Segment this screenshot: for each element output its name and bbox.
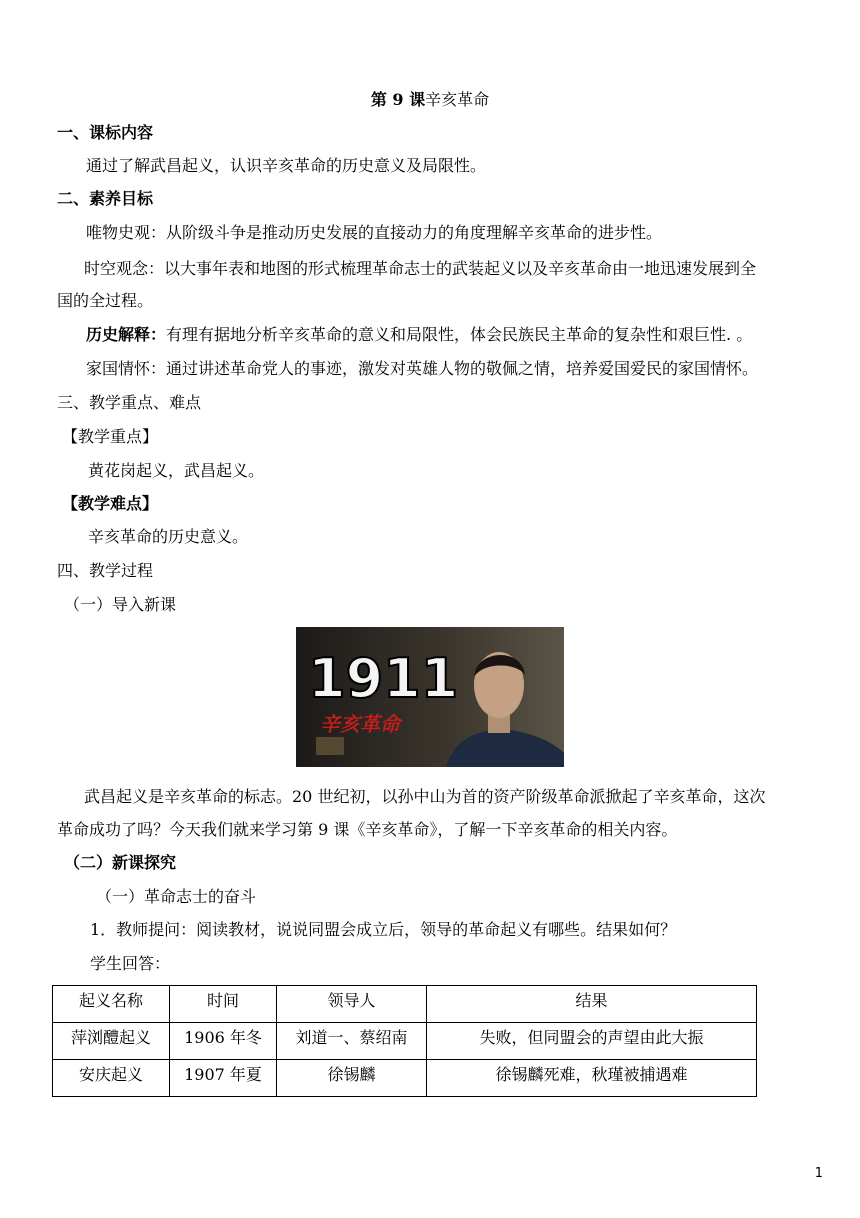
table-cell: 徐锡麟 bbox=[277, 1060, 427, 1097]
section-heading-4: 四、教学过程 bbox=[57, 561, 154, 580]
title-lesson-number: 第 9 课 bbox=[370, 90, 426, 109]
goal-interpretation-label: 历史解释： bbox=[86, 325, 167, 344]
page-number: 1 bbox=[814, 1166, 823, 1181]
table-row bbox=[53, 1023, 757, 1060]
title-lesson-name: 辛亥革命 bbox=[425, 90, 490, 109]
table-cell: 萍浏醴起义 bbox=[53, 1023, 170, 1060]
table-cell: 1906 年冬 bbox=[170, 1023, 277, 1060]
table-cell: 失败，但同盟会的声望由此大振 bbox=[427, 1023, 757, 1060]
table-row bbox=[53, 1060, 757, 1097]
table-header-cell: 时间 bbox=[170, 986, 277, 1023]
subsection-revolutionaries: （一）革命志士的奋斗 bbox=[96, 887, 257, 906]
key-point-label: 【教学重点】 bbox=[62, 427, 159, 446]
table-header-cell: 起义名称 bbox=[53, 986, 170, 1023]
table-header-row bbox=[53, 986, 757, 1023]
section-heading-2: 二、素养目标 bbox=[57, 189, 154, 208]
uprisings-table bbox=[52, 985, 757, 1097]
table-header-cell: 领导人 bbox=[277, 986, 427, 1023]
section-heading-3: 三、教学重点、难点 bbox=[57, 393, 202, 412]
movie-still-svg bbox=[296, 627, 564, 767]
goal-spacetime-line2: 国的全过程。 bbox=[57, 291, 154, 310]
page-title bbox=[0, 89, 860, 111]
table-cell: 刘道一、蔡绍南 bbox=[277, 1023, 427, 1060]
image-caption-text: 辛亥革命 bbox=[320, 712, 400, 736]
subsection-new-lesson: （二）新课探究 bbox=[64, 853, 177, 872]
table-cell: 安庆起义 bbox=[53, 1060, 170, 1097]
goal-materialism: 唯物史观：从阶级斗争是推动历史发展的直接动力的角度理解辛亥革命的进步性。 bbox=[86, 223, 663, 242]
section-heading-1: 一、课标内容 bbox=[57, 123, 154, 142]
subsection-intro: （一）导入新课 bbox=[64, 595, 177, 614]
table-cell: 徐锡麟死难，秋瑾被捕遇难 bbox=[427, 1060, 757, 1097]
difficulty-label: 【教学难点】 bbox=[62, 494, 159, 513]
student-answer-label: 学生回答： bbox=[90, 954, 171, 973]
movie-still-image bbox=[296, 627, 564, 767]
goal-spacetime-line1: 时空观念：以大事年表和地图的形式梳理革命志士的武装起义以及辛亥革命由一地迅速发展到全 bbox=[84, 259, 757, 278]
goal-interpretation-text: 有理有据地分析辛亥革命的意义和局限性，体会民族民主革命的复杂性和艰巨性. 。 bbox=[166, 325, 753, 344]
intro-paragraph-line2: 革命成功了吗？今天我们就来学习第 9 课《辛亥革命》，了解一下辛亥革命的相关内容。 bbox=[57, 820, 678, 839]
table-cell: 1907 年夏 bbox=[170, 1060, 277, 1097]
teacher-question: 1．教师提问：阅读教材，说说同盟会成立后，领导的革命起义有哪些。结果如何？ bbox=[90, 920, 677, 939]
image-year-text: 1911 bbox=[308, 647, 459, 710]
difficulty-text: 辛亥革命的历史意义。 bbox=[88, 527, 249, 546]
curriculum-text: 通过了解武昌起义，认识辛亥革命的历史意义及局限性。 bbox=[86, 156, 487, 175]
goal-interpretation bbox=[86, 324, 752, 346]
goal-patriotism: 家国情怀：通过讲述革命党人的事迹，激发对英雄人物的敬佩之情，培养爱国爱民的家国情怀。 bbox=[86, 359, 759, 378]
intro-paragraph-line1: 武昌起义是辛亥革命的标志。20 世纪初，以孙中山为首的资产阶级革命派掀起了辛亥革命，这次 bbox=[84, 787, 766, 806]
key-point-text: 黄花岗起义，武昌起义。 bbox=[88, 461, 265, 480]
table-header-cell: 结果 bbox=[427, 986, 757, 1023]
